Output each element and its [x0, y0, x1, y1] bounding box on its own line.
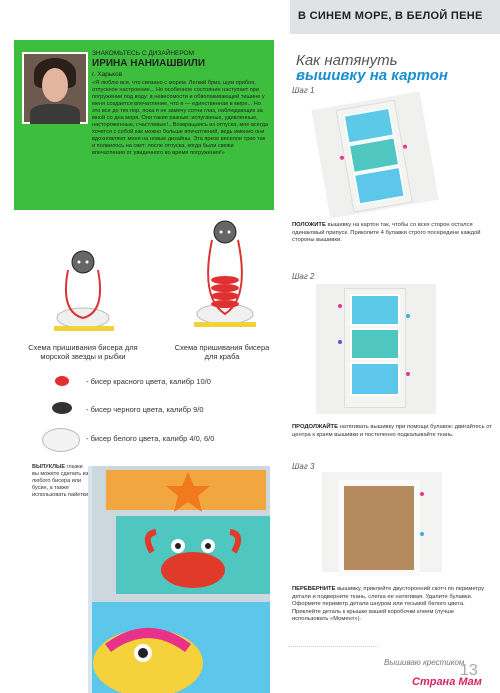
- white-bead-icon: [42, 428, 80, 452]
- step-3-image: [322, 472, 442, 572]
- designer-city: г. Харьков: [92, 71, 123, 78]
- page-number: 13: [460, 662, 478, 679]
- beads-note: ВЫПУКЛЫЕ глазки вы можете сделать из любого бисера или бусин, а также использовать пайетки: [32, 464, 89, 498]
- designer-text-continued: [22, 124, 268, 206]
- bead-schema-left: [40, 240, 130, 340]
- designer-text: «Я люблю все, что связано с морем. Легкий бриз, шум прибоя, отпускное настроение... Но особенное состояние наступает при погружении под воду: в невесомости и обволакивающей тишине у меня создается впечатление, что я — единственная в мире... Но это все до тех пор, пока я не замечу сотни глаз, наблюдающих за мной со дна моря. Они такие разные: испуганные, удивленные, настороженные, счастливые!.. Возвращаясь из отпуска, мне всегда хочется с собой как можно больше впечатлений, ведь именно они вдохновляют меня на новые дизайны. Эта яркое веселое трио так и появилось на свет: после отпуска, когда были свежи впечатления от увиденного во время погружения!»: [92, 80, 269, 156]
- instructions-title-2: вышивку на картон: [296, 67, 448, 84]
- legend-black: - бисер черного цвета, калибр 9/0: [86, 405, 204, 414]
- designer-photo: [22, 52, 88, 124]
- step-1-image: [311, 91, 438, 218]
- step-2-text: ПРОДОЛЖАЙТЕ натягивать вышивку при помощи булавок: двигайтесь от центра к краям вышивки и постепенно подкалывайте ткань.: [292, 424, 492, 438]
- footer-line: [288, 646, 378, 647]
- step-2-label: Шаг 2: [292, 272, 315, 281]
- designer-name: ИРИНА НАНИАШВИЛИ: [92, 58, 206, 69]
- embroidery-photo: [88, 466, 270, 693]
- magazine-name: Вышиваю крестиком: [384, 658, 465, 667]
- designer-label: ЗНАКОМЬТЕСЬ С ДИЗАЙНЕРОМ: [92, 50, 195, 57]
- step-1-text: ПОЛОЖИТЕ вышивку на картон так, чтобы со всех сторон остался одинаковый припуск. Приколите 4 булавки строго посередине каждой стороны вышивки.: [292, 222, 481, 243]
- instructions-title-1: Как натянуть: [296, 52, 398, 69]
- watermark: Страна Мам: [412, 676, 482, 688]
- red-bead-icon: [55, 376, 69, 386]
- step-3-label: Шаг 3: [292, 462, 315, 471]
- step-1-label: Шаг 1: [292, 86, 315, 95]
- step-2-image: [316, 284, 436, 414]
- bead-schema-right: [180, 218, 270, 338]
- legend-white: - бисер белого цвета, калибр 4/0, 6/0: [86, 434, 215, 443]
- section-title: В СИНЕМ МОРЕ, В БЕЛОЙ ПЕНЕ: [298, 10, 483, 22]
- black-bead-icon: [52, 402, 72, 414]
- step-3-text: ПЕРЕВЕРНИТЕ вышивку, приклейте двусторонний скотч по периметру детали и подверните ткань, слегка ее натягивая. Удалите булавки. Оформите периметр детали шнуром или тесьмой белого цвета. Приклейте деталь к крышке вашей коробочки клеем (лучше использовать «Момент»).: [292, 586, 485, 622]
- schema-caption-right: Схема пришивания бисера для краба: [174, 343, 270, 361]
- schema-caption-left: Схема пришивания бисера для морской звезды и рыбки: [28, 343, 138, 361]
- legend-red: - бисер красного цвета, калибр 10/0: [86, 377, 211, 386]
